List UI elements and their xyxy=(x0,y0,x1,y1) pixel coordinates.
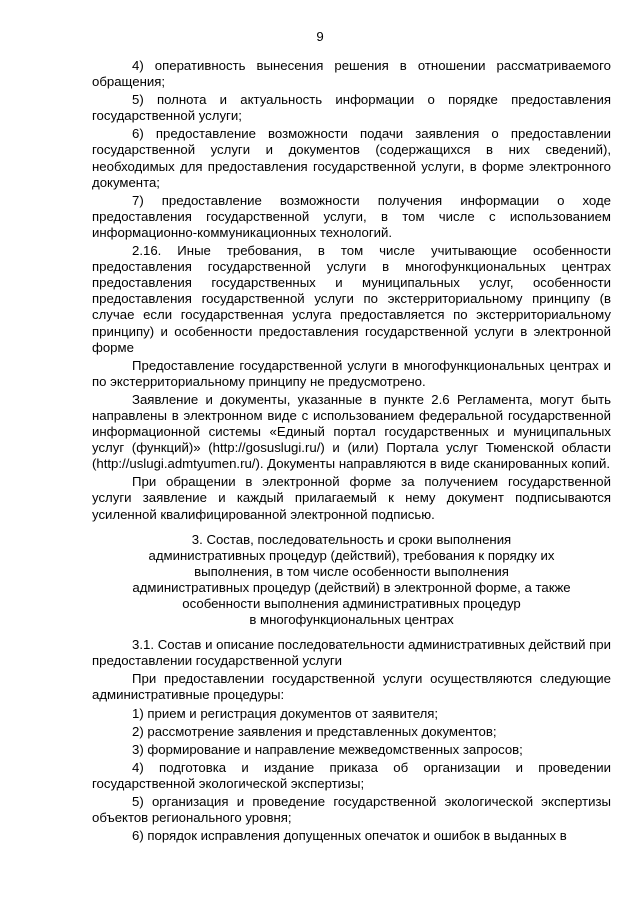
document-body xyxy=(92,58,611,844)
list-item: 6) порядок исправления допущенных опечаток и ошибок в выданных в xyxy=(132,828,567,844)
paragraph: 6) предоставление возможности подачи заявления о предоставлении государственной услуги и документов (содержащихся в них сведений), необходимых для предоставления государственной услуги, в форме электронного документа; xyxy=(92,126,611,190)
heading-line: выполнения, в том числе особенности выполнения xyxy=(194,563,509,579)
heading-line: административных процедур (действий) в электронной форме, а также xyxy=(132,579,571,595)
paragraph: 7) предоставление возможности получения информации о ходе предоставления государственной услуги, в том числе с использованием информационно-коммуникационных технологий. xyxy=(92,192,611,240)
heading-line: административных процедур (действий), требования к порядку их xyxy=(148,547,555,563)
heading-line: особенности выполнения административных процедур xyxy=(182,596,521,611)
list-item: 4) подготовка и издание приказа об организации и проведении государственной экологической экспертизы; xyxy=(92,759,611,791)
paragraph-3-1: 3.1. Состав и описание последовательности административных действий при предоставлении государственной услуги xyxy=(92,637,611,669)
heading-line: в многофункциональных центрах xyxy=(249,612,454,628)
page-number: 9 xyxy=(316,29,324,44)
paragraph: 4) оперативность вынесения решения в отношении рассматриваемого обращения; xyxy=(92,58,611,90)
list-item: 1) прием и регистрация документов от заявителя; xyxy=(132,705,439,721)
paragraph: При предоставлении государственной услуги осуществляются следующие административные процедуры: xyxy=(92,671,611,703)
paragraph: 5) полнота и актуальность информации о порядке предоставления государственной услуги; xyxy=(92,92,611,124)
paragraph-2-16: 2.16. Иные требования, в том числе учитывающие особенности предоставления государственной услуги в многофункциональных центрах предоставления государственных и муниципальных услуг, особенности предоставления государственной услуги по экстерриториальному принципу (в случае если государственная услуга предоставляется по экстерриториальному принципу) и особенности предоставления государственной услуги в электронной форме xyxy=(92,243,611,355)
paragraph: Предоставление государственной услуги в многофункциональных центрах и по экстерриториальному принципу не предусмотрено. xyxy=(92,357,611,389)
paragraph: Заявление и документы, указанные в пункте 2.6 Регламента, могут быть направлены в электронном виде с использованием федеральной государственной информационной системы «Единый портал государственных и муниципальных услуг (функций)» (http://gosuslugi.ru/) и (или) Портала услуг Тюменской области (http://uslugi.admtyumen.ru/). Документы направляются в виде сканированных копий. xyxy=(92,391,611,472)
section-heading xyxy=(92,532,611,629)
list-item: 5) организация и проведение государственной экологической экспертизы объектов регионального уровня; xyxy=(92,794,611,826)
heading-line: 3. Состав, последовательность и сроки выполнения xyxy=(191,531,512,547)
list-item: 2) рассмотрение заявления и представленных документов; xyxy=(132,723,497,739)
paragraph: При обращении в электронной форме за получением государственной услуги заявление и каждый прилагаемый к нему документ подписываются усиленной квалифицированной электронной подписью. xyxy=(92,474,611,522)
list-item: 3) формирование и направление межведомственных запросов; xyxy=(132,741,523,757)
